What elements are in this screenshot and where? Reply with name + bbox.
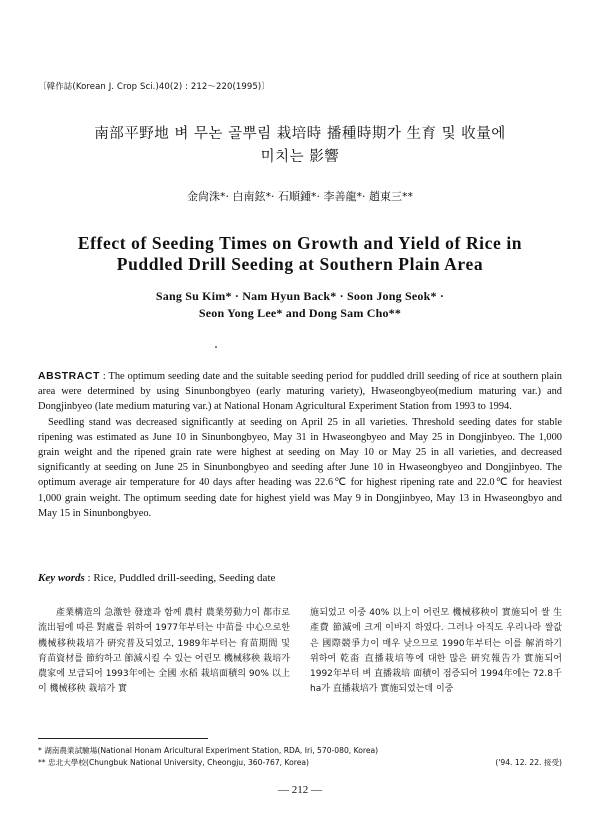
korean-title-line1: 南部平野地 벼 무논 골뿌림 栽培時 播種時期가 生育 및 收量에 bbox=[94, 126, 506, 142]
body-column-left bbox=[38, 606, 290, 698]
abstract-label: ABSTRACT bbox=[38, 371, 100, 382]
body-column-right bbox=[310, 606, 562, 698]
keywords-separator: : bbox=[84, 572, 94, 584]
abstract bbox=[38, 369, 562, 521]
korean-authors: 金尙洙*· 白南鉉*· 石順鍾*· 李善龍*· 趙東三** bbox=[187, 190, 413, 203]
journal-reference: 〔韓作誌(Korean J. Crop Sci.)40(2) : 212～220(1995)〕 bbox=[38, 82, 270, 92]
body-right-paragraph: 施되었고 이중 40% 以上이 어린모 機械移秧이 實施되어 쌀 生產費 節減에 크게 이바지 하였다. 그러나 아직도 우리나라 쌀값은 國際競爭力이 매우 낮으므로 1990年부터는 이를 解消하기 위하여 乾畓 直播栽培等에 대한 많은 硏究報告가 實施되어 1992年부터 벼 直播栽培 面積이 점증되어 1994年에는 72.8千ha가 直播栽培가 實施되었는데 이중 bbox=[310, 608, 562, 695]
english-title-line2: Puddled Drill Seeding at Southern Plain Area bbox=[116, 254, 484, 274]
body-left-paragraph: 產業構造의 急激한 發達과 함께 農村 農業勞動力이 都市로 流出됨에 따른 對處를 위하여 1977年부터는 中苗를 中心으로한 機械移秧栽培가 硏究普及되었고, 1989年부터는 育苗期間 및 育苗資材를 節約하고 節減시킬 수 있는 어린모 機械移秧 栽培가 農家에 보급되어 1993年에는 全國 水稻 栽培面積의 90% 以上이 機械移秧 栽培가 實 bbox=[38, 608, 290, 695]
stray-dot bbox=[215, 346, 217, 348]
keywords-text: Rice, Puddled drill-seeding, Seeding date bbox=[93, 572, 276, 584]
footnote-1: * 湖南農業試驗場(National Honam Aricultural Experiment Station, RDA, Iri, 570-080, Korea) bbox=[38, 746, 379, 755]
footnote-rule bbox=[38, 738, 208, 739]
keywords-label: Key words bbox=[38, 572, 85, 584]
abstract-paragraph-2: Seedling stand was decreased significantly at seeding on April 25 in all varieties. Threshold seeding dates for stable ripening was estimated as June 10 in Sinunbongbyeo, May 31 in Hwaseongbyeo and May 25 in Dongjinbyeo. The 1,000 grain weight and the ripened grain rate were highest at seeding on May 10 or May 25 in all varieties, and decreased significantly at seeding on June 25 in Sinunbongbyeo and seeding after June 10 in Hwaseongbyeo and Dongjinbyeo. The optimum average air temperature for 40 days after heading was 22.6℃ for highest ripening rate and 22.0℃ for heaviest 1,000 grain weight. The optimum seeding date for highest yield was May 9 in Dongjinbyeo, May 13 in Hwaseongbyo and May 15 in Sinunbongbyeo. bbox=[38, 416, 562, 519]
footnote-2: ** 忠北大學校(Chungbuk National University, Cheongju, 360-767, Korea) bbox=[38, 758, 309, 767]
korean-title-line2: 미치는 影響 bbox=[260, 149, 340, 165]
english-authors-line1: Sang Su Kim* · Nam Hyun Back* · Soon Jong Seok* · bbox=[155, 289, 445, 303]
abstract-separator: : bbox=[99, 371, 109, 382]
abstract-paragraph-1 bbox=[38, 369, 562, 415]
english-authors-line2: Seon Yong Lee* and Dong Sam Cho** bbox=[198, 306, 402, 320]
keywords bbox=[38, 572, 275, 584]
page-number: — 212 — bbox=[278, 784, 322, 796]
abstract-text-1: The optimum seeding date and the suitable seeding period for puddled drill seeding of rice at southern plain area were determined by using Sinunbongbyeo (early maturing variety), Hwaseongbyeo(medium maturing var.) and Dongjinbyeo (late medium maturing var.) at National Honam Agricultural Experiment Station from 1993 to 1994. bbox=[38, 371, 562, 413]
received-date: ('94. 12. 22. 接受) bbox=[495, 758, 562, 767]
english-title-line1: Effect of Seeding Times on Growth and Yield of Rice in bbox=[77, 233, 523, 253]
